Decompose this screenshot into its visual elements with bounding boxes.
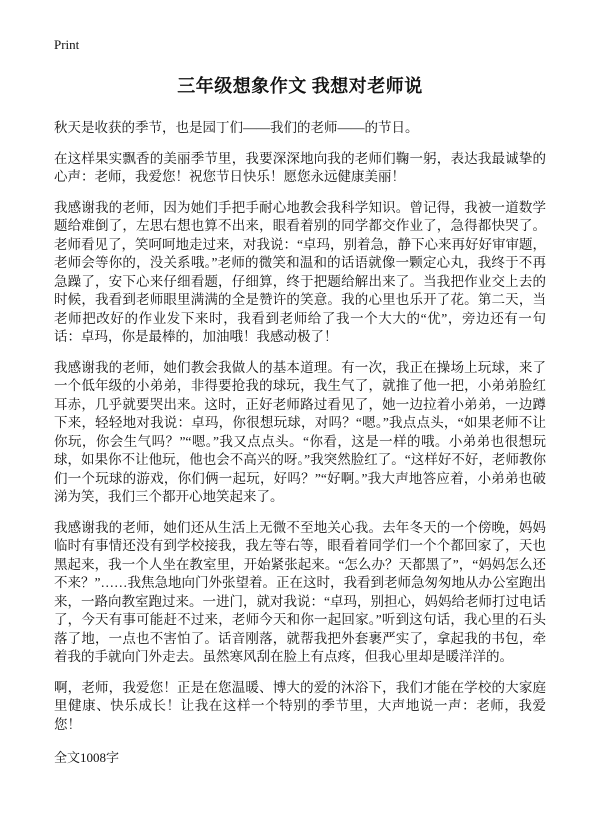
paragraph-greeting: 在这样果实飘香的美丽季节里，我要深深地向我的老师们鞠一躬，表达我最诚挚的心声：老师，我爱您！祝您节日快乐！愿您永远健康美丽！ [54, 150, 546, 184]
paragraph-intro: 秋天是收获的季节，也是园丁们——我们的老师——的节日。 [54, 120, 419, 135]
paragraph-conclusion: 啊，老师，我爱您！正是在您温暖、博大的爱的沐浴下，我们才能在学校的大家庭里健康、快乐成长！让我在这样一个特别的季节里，大声地说一声：老师，我爱您！ [54, 679, 546, 732]
essay-body [54, 119, 546, 734]
page-title: 三年级想象作文 我想对老师说 [177, 76, 423, 96]
print-link[interactable]: Print [54, 37, 80, 52]
word-count: 全文1008字 [54, 750, 120, 765]
paragraph-knowledge: 我感谢我的老师，因为她们手把手耐心地教会我科学知识。曾记得，我被一道数学题给难倒了，左思右想也算不出来，眼看着别的同学都交作业了，急得都快哭了。老师看见了，笑呵呵地走过来，对我说：“卓玛，别着急，静下心来再好好审审题，老师会等你的，没关系哦。”老师的微笑和温和的话语就像一颗定心丸，我终于不再急躁了，安下心来仔细看题，仔细算，终于把题给解出来了。当我把作业交上去的时候，我看到老师眼里满满的全是赞许的笑意。我的心里也乐开了花。第二天，当老师把改好的作业发下来时，我看到老师给了我一个大大的“优”，旁边还有一句话：卓玛，你是最棒的，加油哦！我感动极了！ [54, 199, 546, 344]
paragraph-care: 我感谢我的老师，她们还从生活上无微不至地关心我。去年冬天的一个傍晚，妈妈临时有事情还没有到学校接我，我左等右等，眼看着同学们一个个都回家了，天也黑起来，我一个人坐在教室里，开始紧张起来。“怎么办？天都黑了”，“妈妈怎么还不来？”……我焦急地向门外张望着。正在这时，我看到老师急匆匆地从办公室跑出来，一路向教室跑过来。一进门，就对我说：“卓玛，别担心，妈妈给老师打过电话了，今天有事可能赶不过来，老师今天和你一起回家。”听到这句话，我心里的石头落了地，一点也不害怕了。话音刚落，就帮我把外套裹严实了，拿起我的书包，牵着我的手就向门外走去。虽然寒风刮在脸上有点疼，但我心里却是暖洋洋的。 [54, 519, 546, 664]
paragraph-lesson: 我感谢我的老师，她们教会我做人的基本道理。有一次，我正在操场上玩球，来了一个低年级的小弟弟，非得要抢我的球玩，我生气了，就推了他一把，小弟弟脸红耳赤，几乎就要哭出来。这时，正好老师路过看见了，她一边拉着小弟弟，一边蹲下来，轻轻地对我说：卓玛，你很想玩球，对吗？“嗯。”我点点头，“如果老师不让你玩，你会生气吗？”“嗯。”我又点点头。“你看，这是一样的哦。小弟弟也很想玩球，如果你不让他玩，他也会不高兴的呀。”我突然脸红了。“这样好不好，老师教你们一个玩球的游戏，你们俩一起玩，好吗？”“好啊。”我大声地答应着，小弟弟也破涕为笑，我们三个都开心地笑起来了。 [54, 359, 546, 504]
